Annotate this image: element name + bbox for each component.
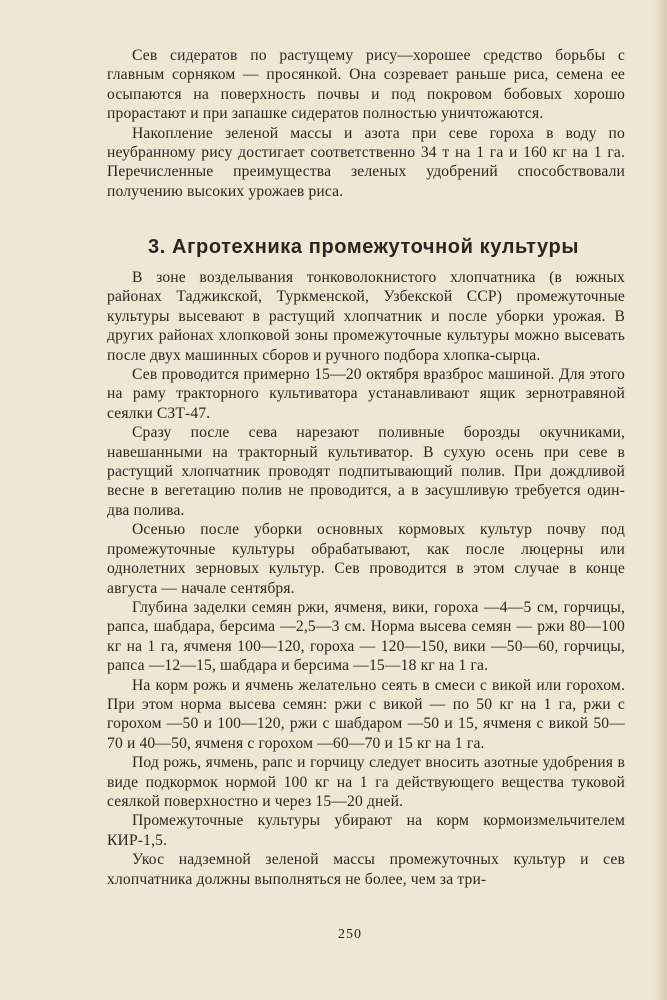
paragraph: Сев проводится примерно 15—20 октября вразброс машиной. Для этого на раму тракторного культиватора устанавливают ящик зернотравяной сеялки СЗТ-47. <box>107 366 625 422</box>
intro-text-block <box>107 46 625 201</box>
section-heading: 3. Агротехника промежуточной культуры <box>148 236 580 258</box>
page-edge-shadow <box>653 0 667 1000</box>
paragraph: Осенью после уборки основных кормовых культур почву под промежуточные культуры обрабатывают, как после люцерны или однолетних зерновых культур. Сев проводится в этом случае в конце августа — начале сентября. <box>107 521 625 597</box>
paragraph: Укос надземной зеленой массы промежуточных культур и сев хлопчатника должны выполняться не более, чем за три- <box>107 851 625 888</box>
paragraph: В зоне возделывания тонковолокнистого хлопчатника (в южных районах Таджикской, Туркменской, Узбекской ССР) промежуточные культуры высевают в растущий хлопчатник и после уборки урожая. В других районах хлопковой зоны промежуточные культуры можно высевать после двух машинных сборов и ручного подбора хлопка-сырца. <box>107 269 625 364</box>
paragraph: Глубина заделки семян ржи, ячменя, вики, гороха —4—5 см, горчицы, рапса, шабдара, берсима —2,5—3 см. Норма высева семян — ржи 80—100 кг на 1 га, ячменя 100—120, гороха — 120—150, вики —50—60, горчицы, рапса —12—15, шабдара и берсима —15—18 кг на 1 га. <box>107 598 625 675</box>
paragraph: Сразу после сева нарезают поливные борозды окучниками, навешанными на тракторный культиватор. В сухую осень при севе в растущий хлопчатник проводят подпитывающий полив. При дождливой весне в вегетацию полив не проводится, а в засушливую требуется один-два полива. <box>107 424 625 519</box>
paragraph: Под рожь, ячмень, рапс и горчицу следует вносить азотные удобрения в виде подкормок нормой 100 кг на 1 га действующего вещества туковой сеялкой поверхностно и через 15—20 дней. <box>107 754 625 810</box>
paragraph: Промежуточные культуры убирают на корм кормоизмельчителем КИР-1,5. <box>107 812 625 849</box>
paragraph: На корм рожь и ячмень желательно сеять в смеси с викой или горохом. При этом норма высева семян: ржи с викой — по 50 кг на 1 га, ржи с горохом —50 и 100—120, ржи с шабдаром —50 и 15, ячменя с викой 50—70 и 40—50, ячменя с горохом —60—70 и 15 кг на 1 га. <box>107 676 625 752</box>
paragraph: Сев сидератов по растущему рису—хорошее средство борьбы с главным сорняком — просянкой. Она созревает раньше риса, семена ее осыпаются на поверхность почвы и под покровом бобовых хорошо прорастают и при запашке сидератов полностью уничтожаются. <box>107 47 625 123</box>
paragraph: Накопление зеленой массы и азота при севе гороха в воду по неубранному рису достигает соответственно 34 т на 1 га и 160 кг на 1 га. Перечисленные преимущества зеленых удобрений способствовали получению высоких урожаев риса. <box>107 124 625 200</box>
page-number: 250 <box>338 927 362 942</box>
section-text-block <box>107 268 625 889</box>
